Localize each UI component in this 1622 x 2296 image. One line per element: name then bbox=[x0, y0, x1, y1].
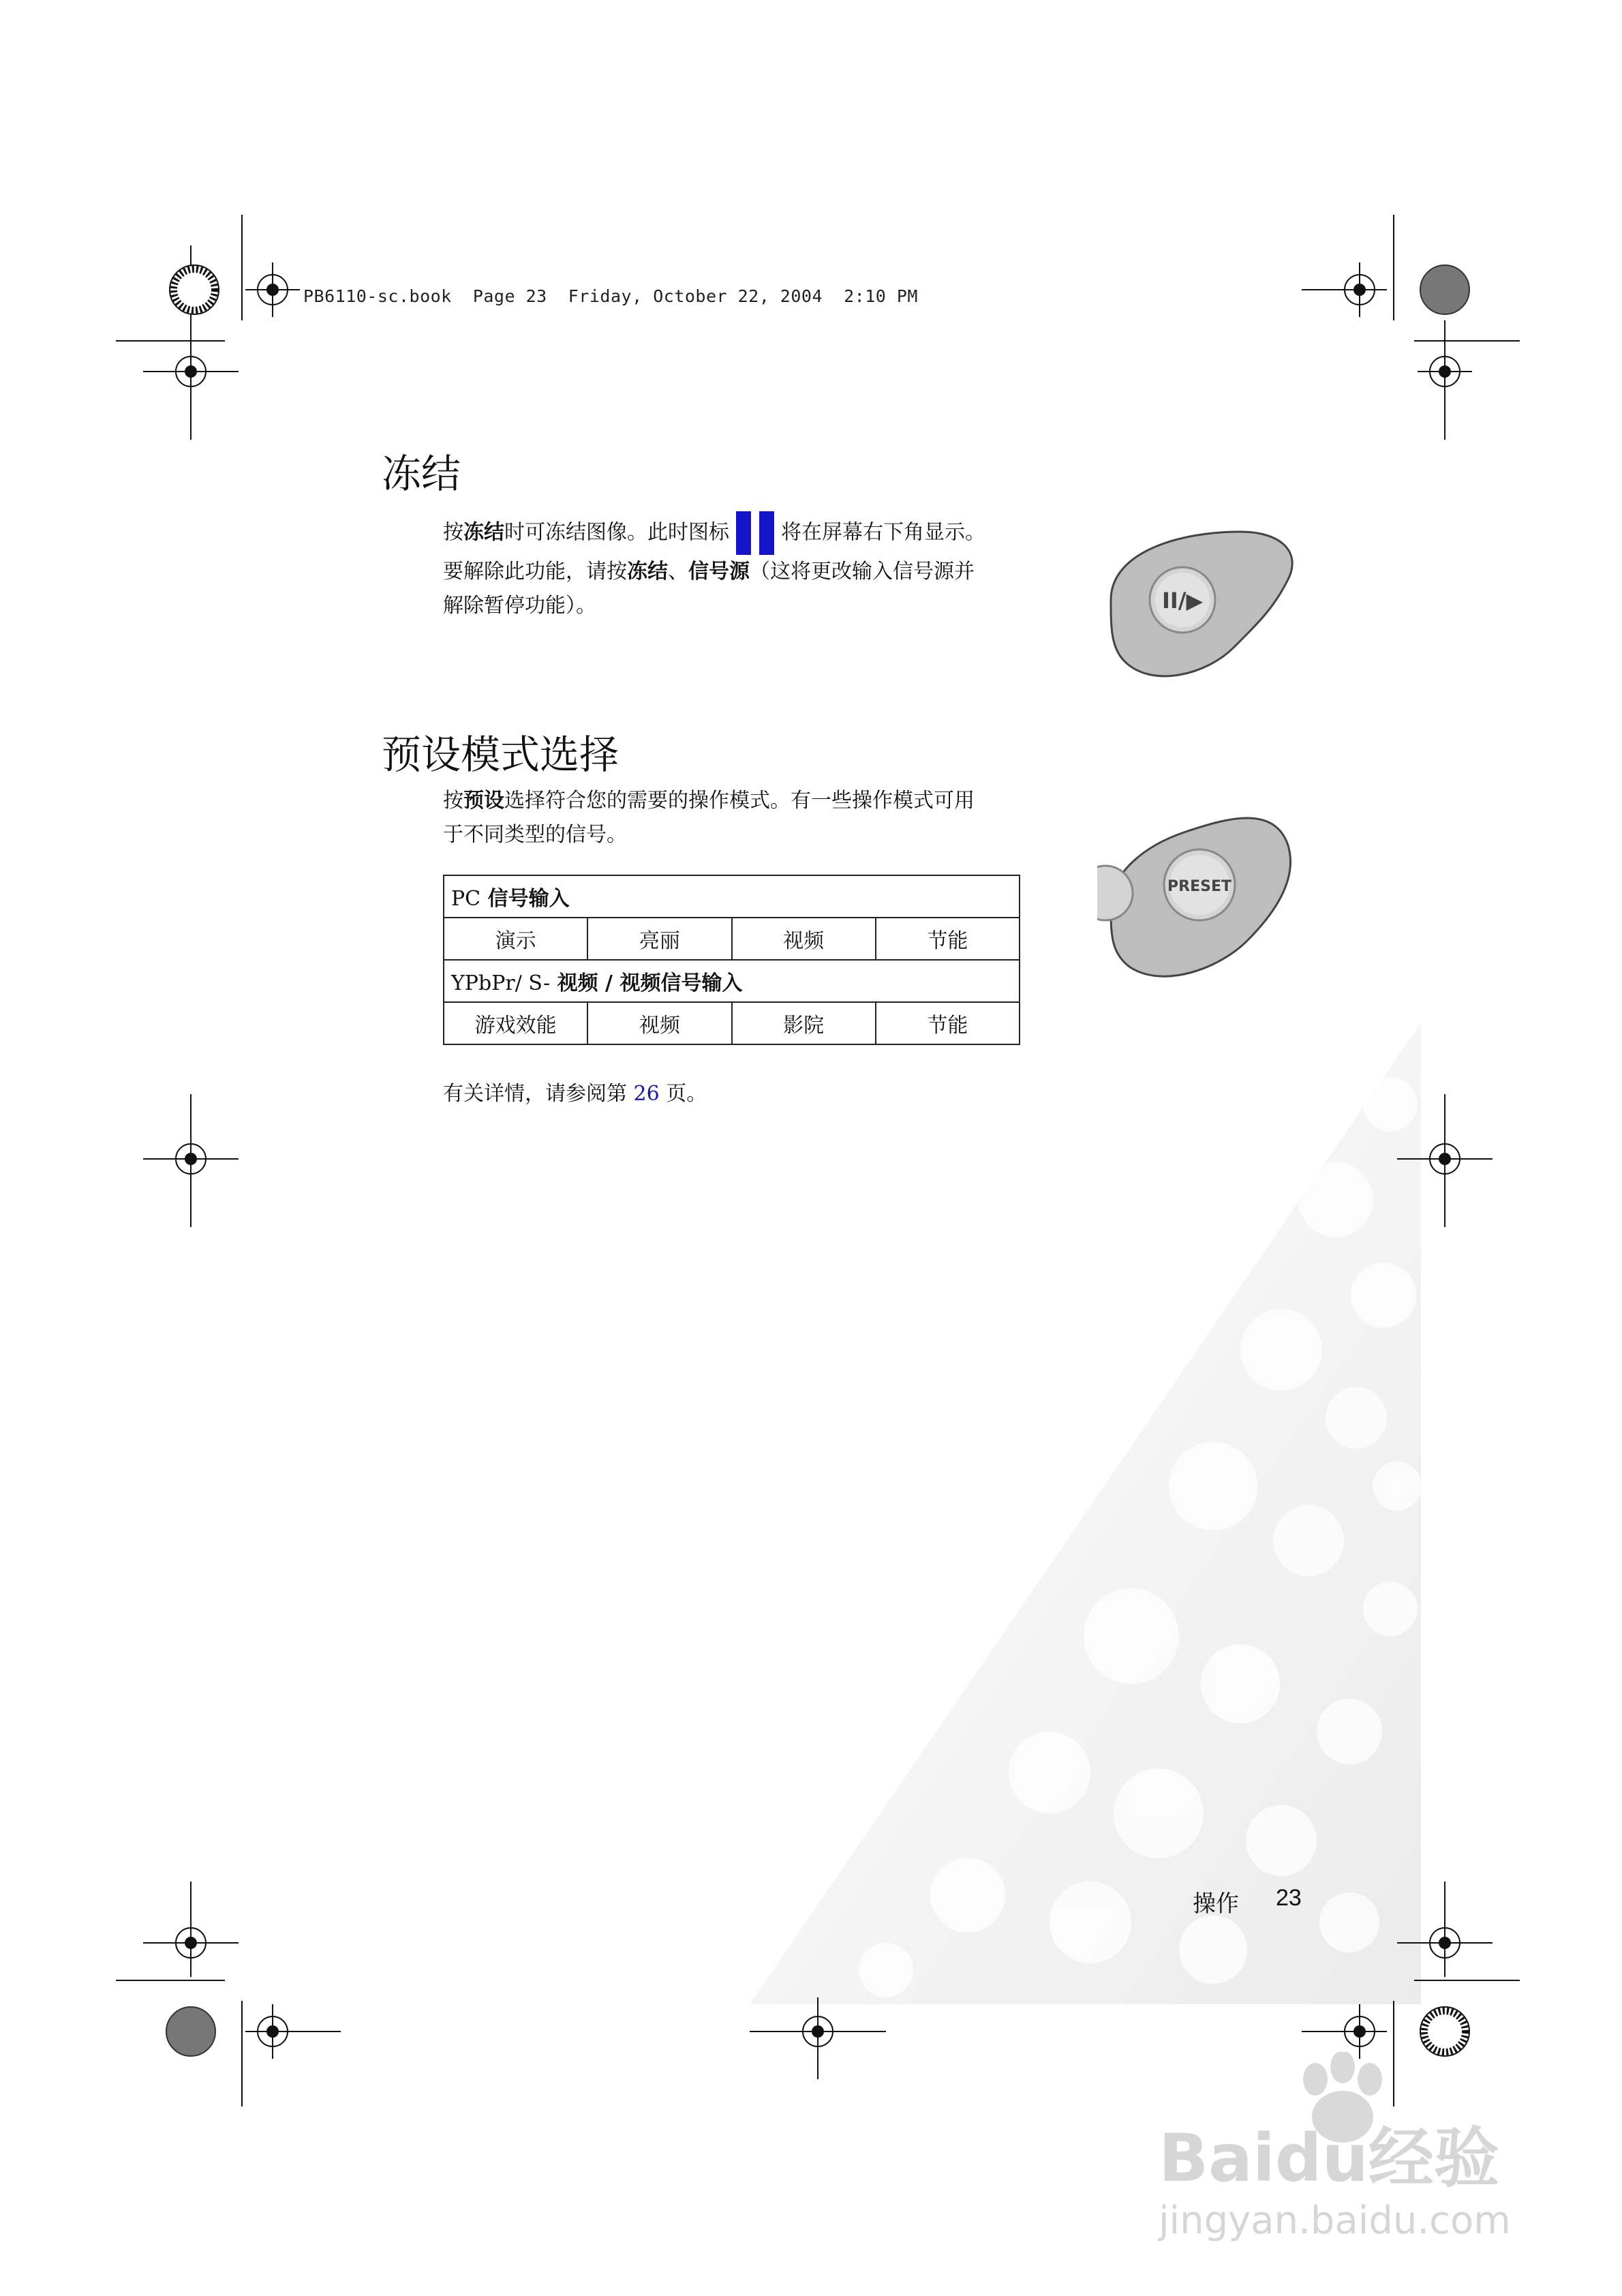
preset-line-2: 于不同类型的信号。 bbox=[443, 823, 627, 847]
footer-page-number: 23 bbox=[1276, 1885, 1302, 1911]
watermark-brand: Baidu经验 bbox=[1159, 2120, 1499, 2196]
table-cell: 节能 bbox=[876, 918, 1020, 960]
freeze-text: 将在屏幕右下角显示。 bbox=[781, 520, 985, 545]
freeze-line-2 bbox=[443, 555, 1077, 589]
freeze-heading: 冻结 bbox=[382, 451, 461, 497]
table-cell: 视频 bbox=[732, 918, 876, 960]
freeze-line-3: 解除暂停功能）。 bbox=[443, 594, 596, 618]
freeze-text: 按 bbox=[443, 520, 463, 545]
source-key-name: 信号源 bbox=[688, 560, 750, 584]
group-latin-label: YPbPr/ S- bbox=[451, 971, 551, 995]
group-latin-label: PC bbox=[451, 887, 481, 911]
print-header-line: PB6110-sc.book Page 23 Friday, October 22, 2004 2:10 PM bbox=[303, 286, 918, 306]
table-cell: 影院 bbox=[732, 1002, 876, 1044]
preset-remote-button-illustration bbox=[1097, 804, 1302, 1009]
pause-icon bbox=[736, 511, 774, 555]
page-reference bbox=[443, 1077, 707, 1111]
table-cell: 节能 bbox=[876, 1002, 1020, 1044]
table-group-row bbox=[444, 875, 1020, 918]
freeze-text: （这将更改输入信号源并 bbox=[750, 560, 975, 584]
group-label: 视频 / 视频信号输入 bbox=[550, 971, 743, 995]
freeze-button-label: II/▶ bbox=[1161, 588, 1204, 614]
freeze-paragraph bbox=[443, 511, 1077, 623]
table-cell: 视频 bbox=[587, 1002, 731, 1044]
video-signal-group-header bbox=[444, 960, 1020, 1002]
freeze-text: 要解除此功能，请按 bbox=[443, 560, 627, 584]
table-cell: 演示 bbox=[444, 918, 587, 960]
page-reference-link[interactable]: 26 bbox=[633, 1082, 660, 1106]
footer-section-name: 操作 bbox=[1193, 1891, 1239, 1917]
preset-paragraph bbox=[443, 784, 1077, 852]
preset-key-name: 预设 bbox=[463, 789, 504, 813]
freeze-remote-button-illustration bbox=[1097, 525, 1302, 689]
table-row bbox=[444, 918, 1020, 960]
watermark-url: jingyan.baidu.com bbox=[1159, 2199, 1511, 2243]
reference-text: 页。 bbox=[659, 1082, 707, 1106]
preset-text: 选择符合您的需要的操作模式。有一些操作模式可用 bbox=[504, 789, 975, 813]
table-group-row bbox=[444, 960, 1020, 1002]
table-cell: 亮丽 bbox=[587, 918, 731, 960]
preset-heading: 预设模式选择 bbox=[382, 731, 619, 778]
freeze-key-name: 冻结 bbox=[463, 520, 504, 545]
preset-line-1 bbox=[443, 784, 1077, 818]
freeze-text: 时可冻结图像。此时图标 bbox=[504, 520, 729, 545]
freeze-line-1 bbox=[443, 511, 1077, 555]
freeze-text: 、 bbox=[668, 560, 688, 584]
table-row bbox=[444, 1002, 1020, 1044]
freeze-key-name: 冻结 bbox=[627, 560, 668, 584]
reference-text: 有关详情，请参阅第 bbox=[443, 1082, 634, 1106]
preset-modes-table bbox=[443, 875, 1020, 1045]
preset-button-label: PRESET bbox=[1167, 878, 1231, 895]
pc-signal-group-header bbox=[444, 875, 1020, 918]
table-cell: 游戏效能 bbox=[444, 1002, 587, 1044]
preset-text: 按 bbox=[443, 789, 463, 813]
group-label: 信号输入 bbox=[480, 887, 570, 911]
